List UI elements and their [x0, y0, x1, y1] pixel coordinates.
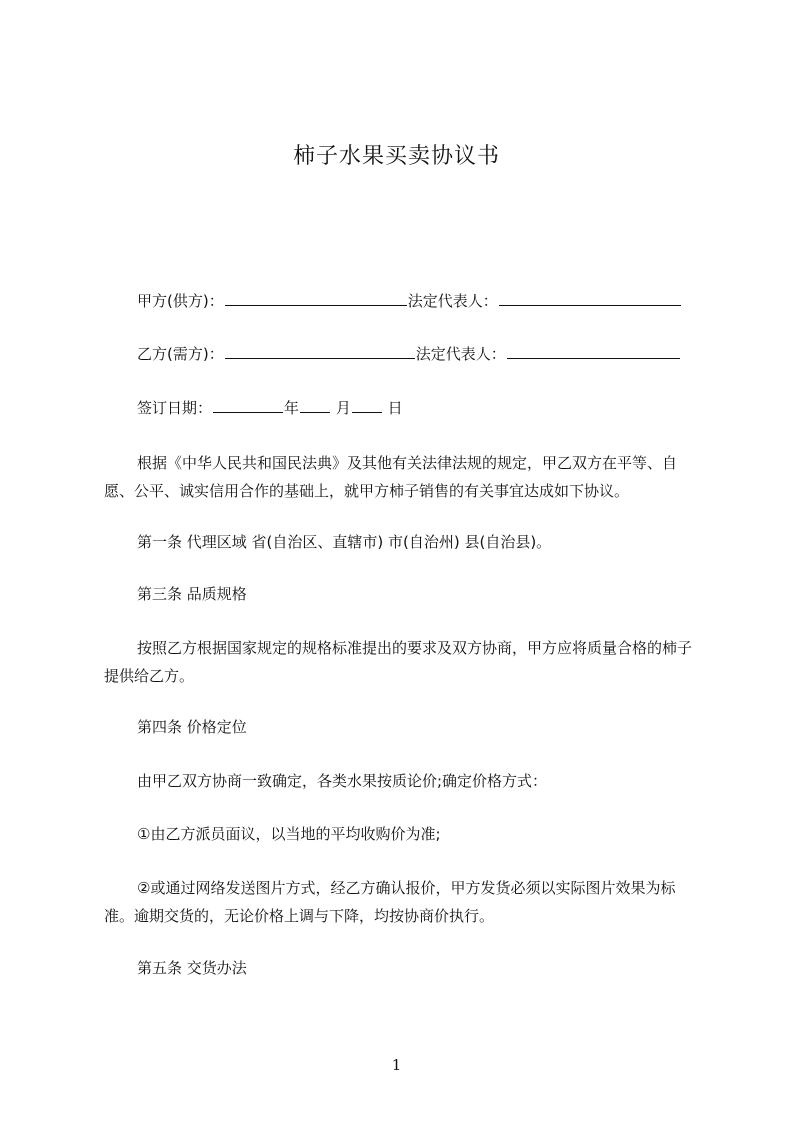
article-4-body: 由甲乙双方协商一致确定，各类水果按质论价;确定价格方式： — [137, 772, 548, 790]
article-5-heading: 第五条 交货办法 — [137, 959, 247, 977]
sign-date-label: 签订日期： — [137, 399, 213, 417]
year-blank[interactable] — [213, 396, 283, 413]
party-b-blank[interactable] — [225, 342, 415, 359]
party-b-label: 乙方(需方)： — [137, 345, 224, 363]
party-a-rep-blank[interactable] — [499, 289, 681, 306]
article-3-heading: 第三条 品质规格 — [137, 585, 247, 603]
intro-paragraph: 根据《中华人民共和国民法典》及其他有关法律法规的规定，甲乙双方在平等、自愿、公平、诚实信用合作的基础上，就甲方柿子销售的有关事宜达成如下协议。 — [104, 454, 678, 500]
article-3-body: 按照乙方根据国家规定的规格标准提出的要求及双方协商，甲方应将质量合格的柿子提供给乙方。 — [104, 639, 693, 685]
party-a-label: 甲方(供方)： — [137, 292, 224, 310]
year-label: 年 — [284, 399, 300, 417]
page-number: 1 — [391, 1056, 402, 1074]
article-1: 第一条 代理区域 省(自治区、直辖市) 市(自治州) 县(自治县)。 — [137, 533, 552, 551]
sign-date-line — [137, 395, 403, 422]
party-b-rep-blank[interactable] — [507, 342, 680, 359]
month-label: 月 — [335, 399, 351, 417]
month-blank[interactable] — [300, 396, 330, 413]
day-blank[interactable] — [352, 396, 382, 413]
party-a-blank[interactable] — [225, 289, 407, 306]
party-a-line — [137, 288, 682, 315]
party-b-line — [137, 341, 681, 368]
day-label: 日 — [387, 399, 403, 417]
article-4-item-2: ②或通过网络发送图片方式，经乙方确认报价，甲方发货必须以实际图片效果为标准。逾期交货的，无论价格上调与下降，均按协商价执行。 — [104, 879, 676, 925]
party-b-rep-label: 法定代表人： — [415, 345, 506, 363]
article-4-heading: 第四条 价格定位 — [137, 718, 247, 736]
party-a-rep-label: 法定代表人： — [407, 292, 498, 310]
document-title: 柿子水果买卖协议书 — [292, 144, 500, 169]
article-4-item-1: ①由乙方派员面议，以当地的平均收购价为准; — [137, 825, 441, 843]
